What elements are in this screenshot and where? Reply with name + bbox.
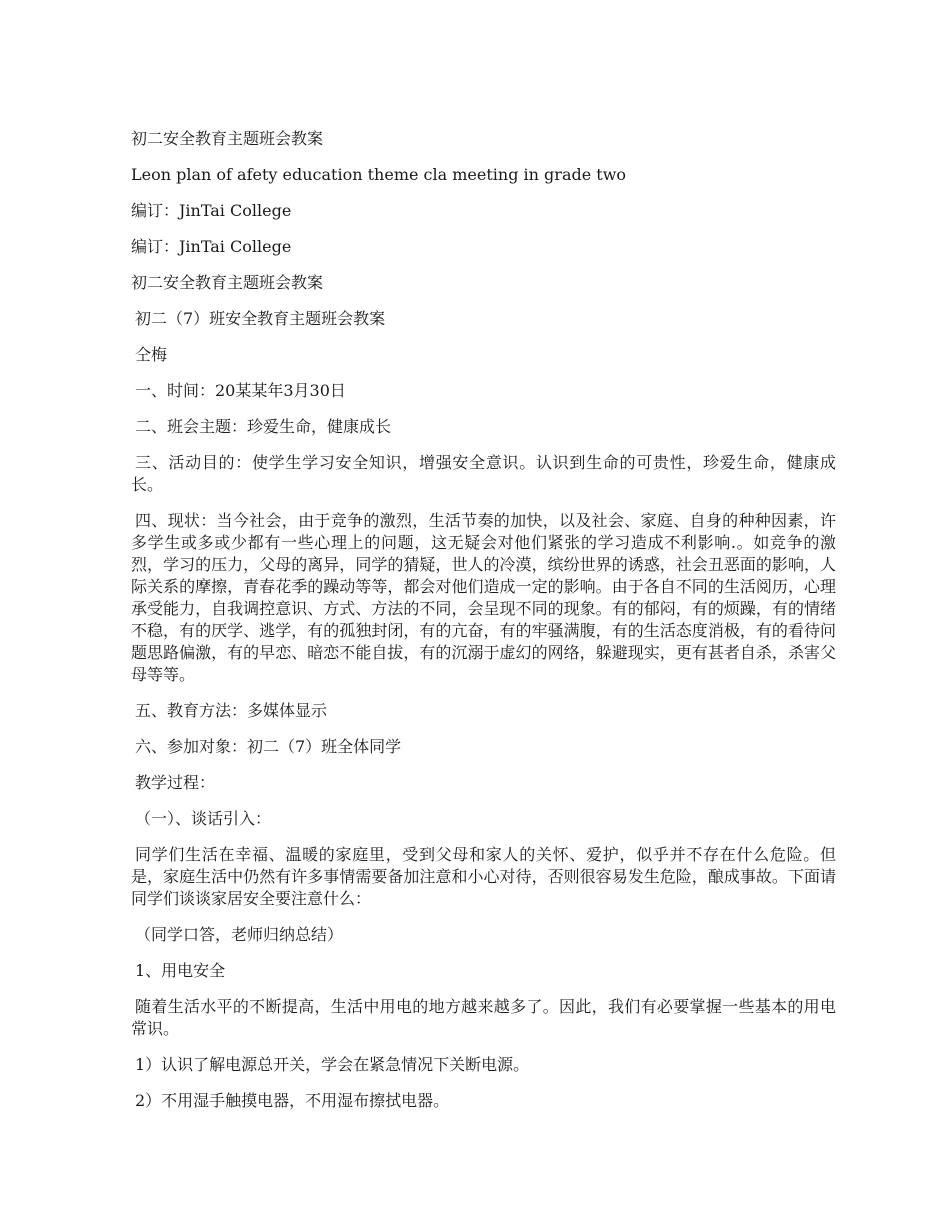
- theme-line: 二、班会主题：珍爱生命，健康成长: [135, 417, 392, 436]
- editor-line: 编订：JinTai College: [131, 201, 292, 220]
- electric-paragraph: 随着生活水平的不断提高，生活中用电的地方越来越多了。因此，我们有必要掌握一些基本的用电常识。: [131, 997, 836, 1038]
- step-heading: （一）、谈话引入：: [135, 809, 272, 828]
- section-heading: 1、用电安全: [135, 961, 226, 980]
- title-cn: 初二安全教育主题班会教案: [131, 129, 324, 148]
- title-cn-repeat: 初二安全教育主题班会教案: [131, 273, 324, 292]
- status-paragraph: 四、现状：当今社会，由于竞争的激烈，生活节奏的加快，以及社会、家庭、自身的种种因素，许多学生或多或少都有一些心理上的问题，这无疑会对他们紧张的学习造成不利影响.。如竞争的激烈，学习的压力，父母的离异，同学的猜疑，世人的冷漠，缤纷世界的诱惑，社会丑恶面的影响，人际关系的摩擦，青春花季的躁动等等，都会对他们造成一定的影响。由于各自不同的生活阅历，心理承受能力，自我调控意识、方式、方法的不同，会呈现不同的现象。有的郁闷，有的烦躁，有的情绪不稳，有的厌学、逃学，有的孤独封闭，有的亢奋，有的牢骚满腹，有的生活态度消极，有的看待问题思路偏激，有的早恋、暗恋不能自拔，有的沉溺于虚幻的网络，躲避现实，更有甚者自杀，杀害父母等等。: [131, 511, 836, 684]
- intro-paragraph: 同学们生活在幸福、温暖的家庭里，受到父母和家人的关怀、爱护，似乎并不存在什么危险。但是，家庭生活中仍然有许多事情需要备加注意和小心对待，否则很容易发生危险，酿成事故。下面请同学们谈谈家居安全要注意什么：: [131, 845, 836, 908]
- author: 仝梅: [135, 345, 168, 364]
- method-line: 五、教育方法：多媒体显示: [135, 701, 328, 720]
- editor-line: 编订：JinTai College: [131, 237, 292, 256]
- tip-item: 1）认识了解电源总开关，学会在紧急情况下关断电源。: [135, 1055, 530, 1074]
- tip-item: 2）不用湿手触摸电器，不用湿布擦拭电器。: [135, 1091, 450, 1110]
- title-en: Leon plan of afety education theme cla meeting in grade two: [131, 165, 627, 184]
- purpose-paragraph: 三、活动目的：使学生学习安全知识，增强安全意识。认识到生命的可贵性，珍爱生命，健康成长。: [131, 453, 836, 494]
- participants-line: 六、参加对象：初二（7）班全体同学: [135, 737, 402, 756]
- process-heading: 教学过程：: [135, 773, 216, 792]
- class-title: 初二（7）班安全教育主题班会教案: [135, 309, 386, 328]
- answer-note: （同学口答，老师归纳总结）: [135, 925, 344, 944]
- time-line: 一、时间：20某某年3月30日: [135, 381, 346, 400]
